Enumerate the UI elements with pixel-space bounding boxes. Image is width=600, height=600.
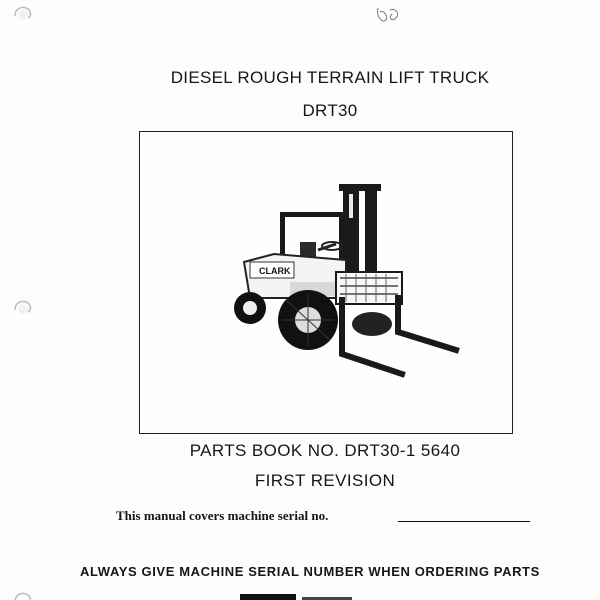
serial-number-blank-line (398, 521, 530, 522)
punch-hole-icon (12, 590, 34, 600)
parts-book-number: PARTS BOOK NO. DRT30-1 5640 (189, 441, 461, 460)
cab-decal: CLARK (259, 266, 291, 276)
document-title: DIESEL ROUGH TERRAIN LIFT TRUCK (170, 68, 490, 87)
handwritten-mark (374, 2, 404, 30)
revision-label: FIRST REVISION (254, 471, 396, 490)
ordering-instruction: ALWAYS GIVE MACHINE SERIAL NUMBER WHEN ORDERING PARTS (80, 564, 540, 579)
forklift-photo-icon (140, 132, 512, 433)
punch-hole-icon (12, 298, 34, 320)
punch-hole-icon (12, 4, 34, 26)
forklift-photo (139, 131, 513, 434)
clark-logo-bottom-fragment (240, 592, 360, 600)
model-number: DRT30 (302, 101, 358, 120)
clark-logo-top-fragment (82, 0, 182, 4)
serial-number-note: This manual covers machine serial no. (116, 508, 329, 523)
